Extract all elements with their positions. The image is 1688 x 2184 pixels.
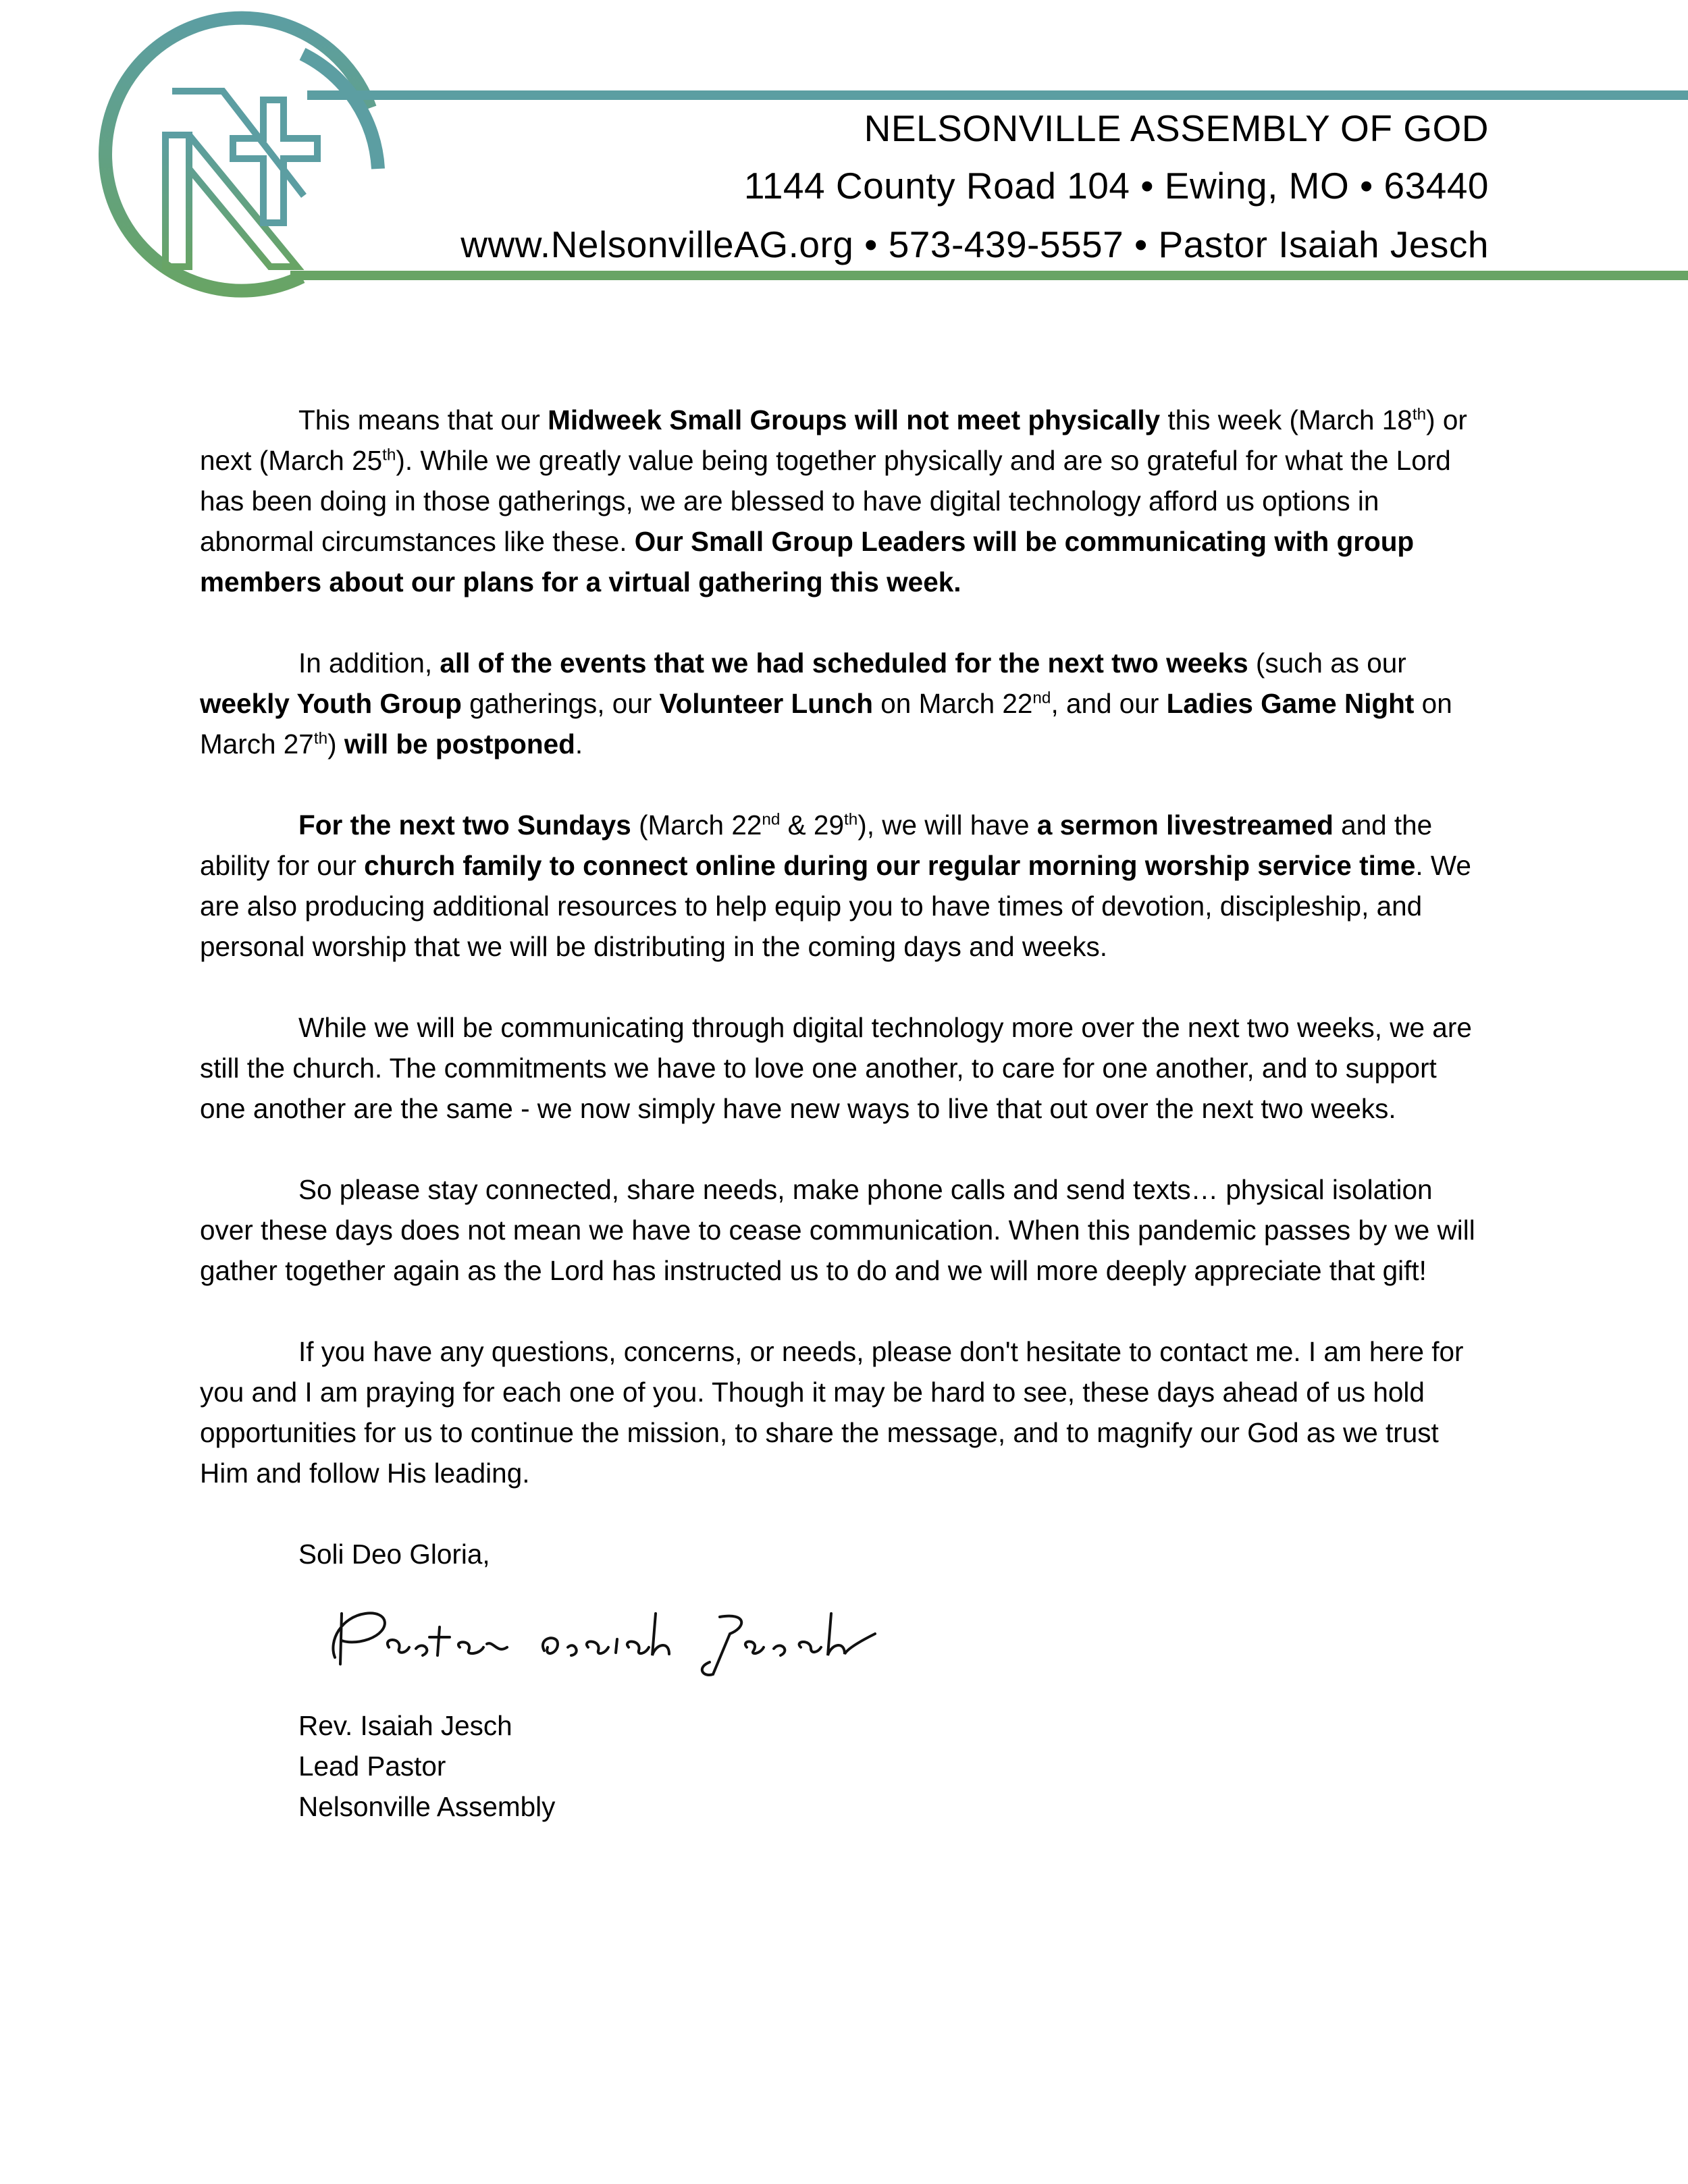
- paragraph-still-the-church: While we will be communicating through digital technology more over the next two weeks, we are still the church. The commitments we have to love one another, to care for one another, and to support one another are the same - we now simply have new ways to live that out over the next two weeks.: [200, 1012, 1472, 1124]
- church-name: NELSONVILLE ASSEMBLY OF GOD: [864, 107, 1489, 149]
- paragraph-sundays: For the next two Sundays (March 22nd & 29th), we will have a sermon livestreamed and the ability for our church family to connect online during our regular morning worship service time. We are also producing additional resources to help equip you to have times of devotion, discipleship, and personal worship that we will be distributing in the coming days and weeks.: [200, 809, 1471, 962]
- signer-organization: Nelsonville Assembly: [298, 1791, 556, 1822]
- letterhead: [0, 0, 1688, 338]
- church-address: 1144 County Road 104 • Ewing, MO • 63440: [743, 165, 1489, 207]
- letter-body: [200, 400, 1483, 1827]
- paragraph-events-postponed: In addition, all of the events that we had scheduled for the next two weeks (such as our weekly Youth Group gatherings, our Volunteer Lunch on March 22nd, and our Ladies Game Night on March 27th) will be postponed.: [200, 647, 1452, 760]
- paragraph-small-groups: This means that our Midweek Small Groups will not meet physically this week (March 18th) or next (March 25th). While we greatly value being together physically and are so grateful for what the Lord has been doing in those gatherings, we are blessed to have digital technology afford us options in abnormal circumstances like these. Our Small Group Leaders will be communicating with group members about our plans for a virtual gathering this week.: [200, 404, 1467, 597]
- church-contact-line: www.NelsonvilleAG.org • 573-439-5557 • Pastor Isaiah Jesch: [460, 223, 1489, 265]
- signature: [315, 1600, 922, 1681]
- signer-name: Rev. Isaiah Jesch: [298, 1710, 512, 1741]
- paragraph-stay-connected: So please stay connected, share needs, make phone calls and send texts… physical isolation over these days does not mean we have to cease communication. When this pandemic passes by we will gather together again as the Lord has instructed us to do and we will more deeply appreciate that gift!: [200, 1174, 1475, 1286]
- closing-salutation: Soli Deo Gloria,: [298, 1539, 490, 1570]
- paragraph-contact-me: If you have any questions, concerns, or needs, please don't hesitate to contact me. I am here for you and I am praying for each one of you. Though it may be hard to see, these days ahead of us hold opportunities for us to continue the mission, to share the message, and to magnify our God as we trust Him and follow His leading.: [200, 1336, 1464, 1489]
- signature-block: [200, 1705, 1483, 1827]
- signer-title: Lead Pastor: [298, 1751, 446, 1782]
